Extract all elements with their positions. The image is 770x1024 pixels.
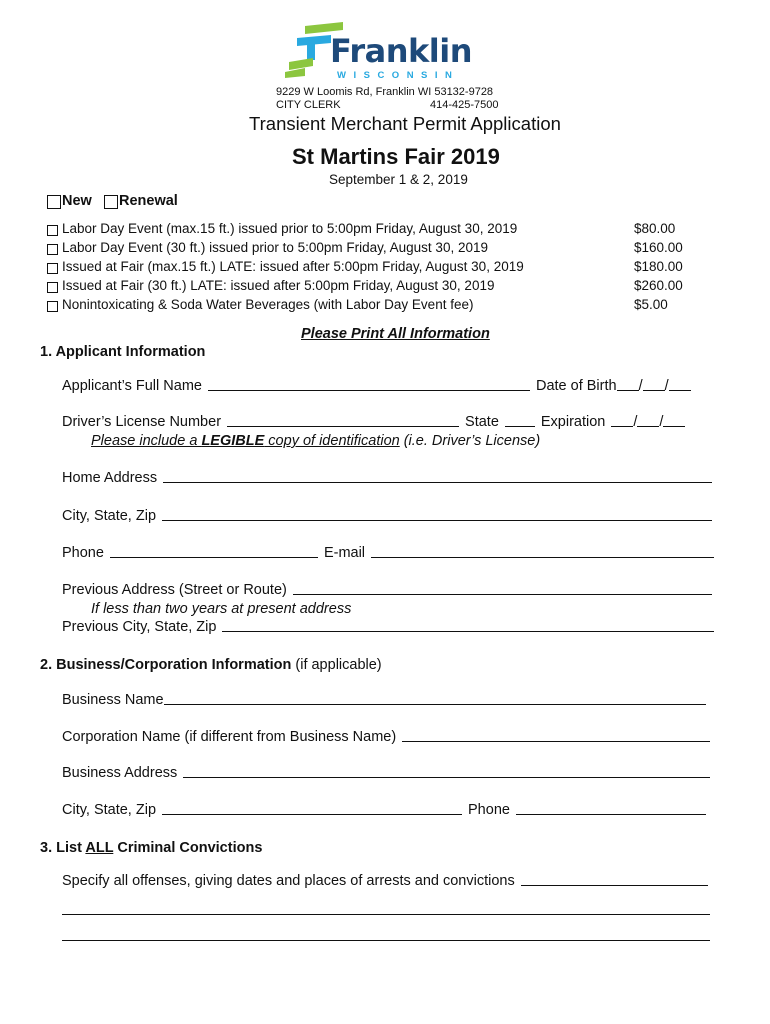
license-row: Driver’s License Number State Expiration / / xyxy=(62,414,714,430)
expiration-month-field[interactable] xyxy=(611,426,633,427)
prev-city-row xyxy=(62,619,714,635)
section-2-heading xyxy=(40,657,382,673)
prev-city-label: Previous City, State, Zip xyxy=(62,619,217,635)
convictions-label: Specify all offenses, giving dates and places of arrests and convictions xyxy=(62,873,515,889)
convictions-line[interactable] xyxy=(62,914,710,915)
state-field[interactable] xyxy=(505,426,535,427)
expiration-label: Expiration xyxy=(540,414,606,430)
id-note-pre: Please include a xyxy=(91,433,202,449)
corp-name-label: Corporation Name (if different from Business Name) xyxy=(62,729,397,745)
section-2-heading-suffix: (if applicable) xyxy=(291,657,382,673)
logo-subtitle: WISCONSIN xyxy=(337,70,460,81)
new-label: New xyxy=(62,193,92,209)
license-label: Driver’s License Number xyxy=(62,414,222,430)
full-name-row: Applicant’s Full Name Date of Birth / / xyxy=(62,378,714,394)
email-field[interactable] xyxy=(371,557,714,558)
phone-field[interactable] xyxy=(110,557,318,558)
event-title: St Martins Fair 2019 xyxy=(292,144,500,169)
id-note-bold: LEGIBLE xyxy=(201,433,265,449)
section-3-heading-pre: 3. List xyxy=(40,840,86,856)
fee-price: $80.00 xyxy=(634,221,676,236)
business-address-field[interactable] xyxy=(183,777,710,778)
business-city-label: City, State, Zip xyxy=(62,802,157,818)
fee-price: $5.00 xyxy=(634,297,668,312)
fee-checkbox[interactable] xyxy=(47,282,58,293)
corp-name-row xyxy=(62,729,710,745)
clerk-label: CITY CLERK xyxy=(276,99,341,111)
dob-day-field[interactable] xyxy=(643,390,665,391)
fee-price: $160.00 xyxy=(634,240,683,255)
form-title: Transient Merchant Permit Application xyxy=(249,113,561,134)
home-address-label: Home Address xyxy=(62,470,158,486)
convictions-line[interactable] xyxy=(62,940,710,941)
fee-checkbox[interactable] xyxy=(47,244,58,255)
fee-price: $180.00 xyxy=(634,259,683,274)
home-address-row xyxy=(62,470,712,486)
city-state-zip-field[interactable] xyxy=(162,520,712,521)
fee-label: Labor Day Event (30 ft.) issued prior to 5:00pm Friday, August 30, 2019 xyxy=(62,240,488,255)
phone-label: Phone xyxy=(62,545,104,561)
city-state-zip-label: City, State, Zip xyxy=(62,508,157,524)
home-address-field[interactable] xyxy=(163,482,712,483)
business-phone-field[interactable] xyxy=(516,814,706,815)
phone-email-row xyxy=(62,545,714,561)
new-checkbox[interactable] xyxy=(47,195,61,209)
section-1-heading: 1. Applicant Information xyxy=(40,344,206,360)
full-name-label: Applicant’s Full Name xyxy=(62,378,202,394)
section-3-heading xyxy=(40,840,262,856)
fee-label: Nonintoxicating & Soda Water Beverages (with Labor Day Event fee) xyxy=(62,297,474,312)
id-note-mid: copy of identification xyxy=(264,433,400,449)
convictions-field[interactable] xyxy=(521,885,708,886)
dob-month-field[interactable] xyxy=(617,390,639,391)
fee-label: Issued at Fair (30 ft.) LATE: issued after 5:00pm Friday, August 30, 2019 xyxy=(62,278,495,293)
prev-address-label: Previous Address (Street or Route) xyxy=(62,582,287,598)
expiration-year-field[interactable] xyxy=(663,426,685,427)
business-address-label: Business Address xyxy=(62,765,178,781)
business-phone-label: Phone xyxy=(468,802,510,818)
id-note xyxy=(91,433,540,449)
email-label: E-mail xyxy=(323,545,366,561)
fee-checkbox[interactable] xyxy=(47,225,58,236)
prev-address-note: If less than two years at present address xyxy=(91,601,352,617)
section-2-heading-text: 2. Business/Corporation Information xyxy=(40,657,292,673)
fee-checkbox[interactable] xyxy=(47,301,58,312)
business-city-field[interactable] xyxy=(162,814,462,815)
business-name-field[interactable] xyxy=(164,704,706,705)
prev-city-field[interactable] xyxy=(222,631,714,632)
license-field[interactable] xyxy=(227,426,459,427)
renewal-label: Renewal xyxy=(119,193,178,209)
full-name-field[interactable] xyxy=(208,390,530,391)
fee-label: Labor Day Event (max.15 ft.) issued prior to 5:00pm Friday, August 30, 2019 xyxy=(62,221,518,236)
event-dates: September 1 & 2, 2019 xyxy=(329,172,468,187)
fee-label: Issued at Fair (max.15 ft.) LATE: issued after 5:00pm Friday, August 30, 2019 xyxy=(62,259,524,274)
dob-year-field[interactable] xyxy=(669,390,691,391)
business-name-row xyxy=(62,692,706,708)
business-address-row xyxy=(62,765,710,781)
fee-price: $260.00 xyxy=(634,278,683,293)
business-city-row xyxy=(62,802,706,818)
clerk-phone: 414-425-7500 xyxy=(430,99,499,111)
fee-checkbox[interactable] xyxy=(47,263,58,274)
section-3-heading-all: ALL xyxy=(85,840,114,856)
convictions-row xyxy=(62,873,708,889)
clerk-address: 9229 W Loomis Rd, Franklin WI 53132-9728 xyxy=(276,86,494,98)
prev-address-row xyxy=(62,582,712,598)
prev-address-field[interactable] xyxy=(293,594,712,595)
renewal-checkbox[interactable] xyxy=(104,195,118,209)
expiration-day-field[interactable] xyxy=(637,426,659,427)
section-3-heading-post: Criminal Convictions xyxy=(113,840,263,856)
logo-wordmark: Franklin xyxy=(330,32,472,70)
state-label: State xyxy=(465,414,499,430)
city-row xyxy=(62,508,712,524)
business-name-label: Business Name xyxy=(62,692,164,708)
print-notice: Please Print All Information xyxy=(301,326,490,342)
dob-label: Date of Birth xyxy=(535,378,617,394)
corp-name-field[interactable] xyxy=(402,741,710,742)
id-note-post: (i.e. Driver’s License) xyxy=(399,433,541,449)
